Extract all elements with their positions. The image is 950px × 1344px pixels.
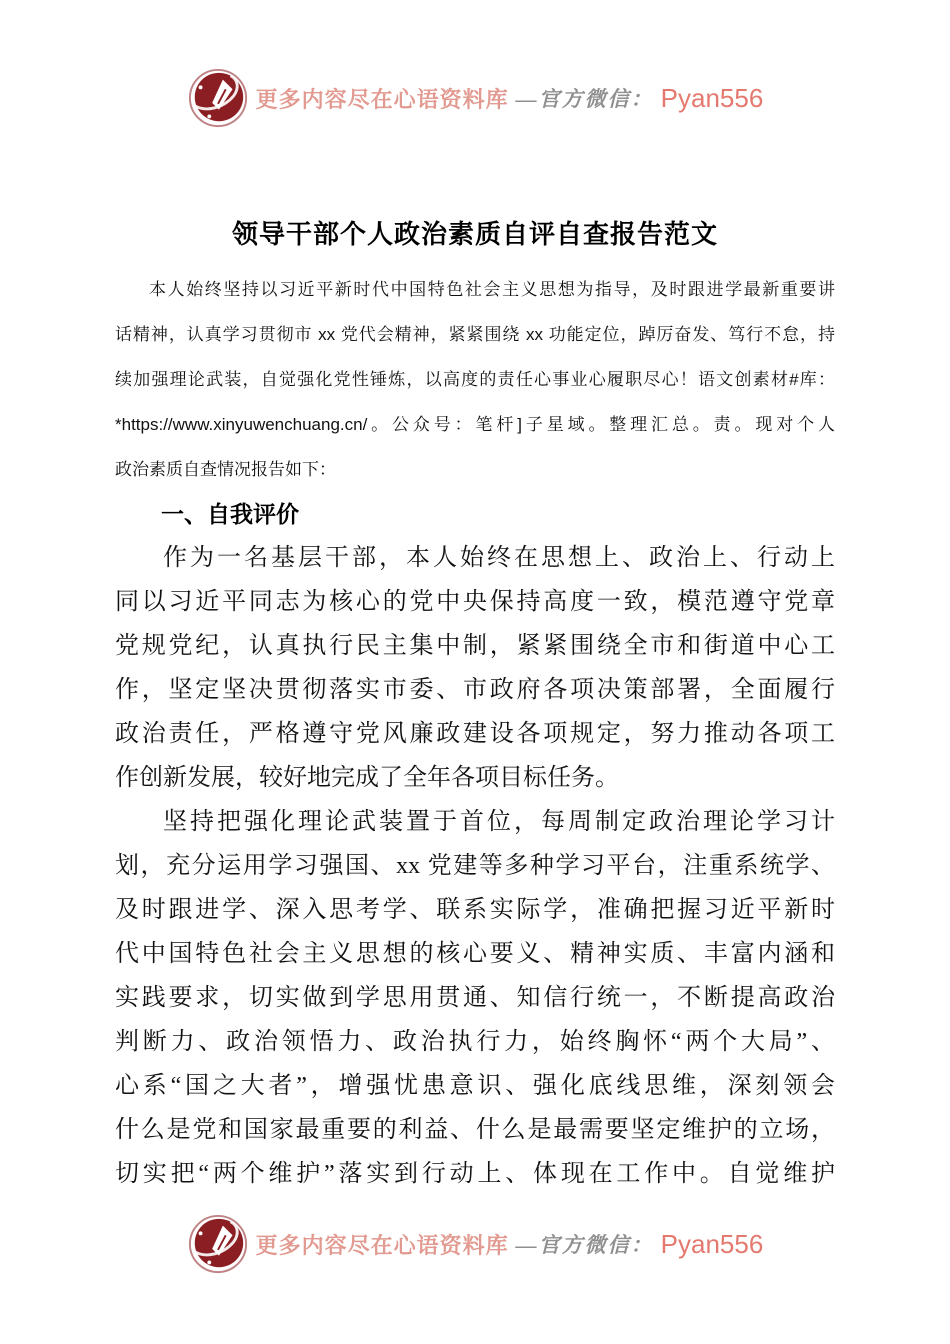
text-line: 坚持把强化理论武装置于首位，每周制定政治理论学习计 — [163, 809, 835, 835]
text-line: 实践要求，切实做到学思用贯通、知信行统一，不断提高政治 — [115, 985, 835, 1011]
text-line: 切实把“两个维护”落实到行动上、体现在工作中。自觉维护 — [115, 1161, 835, 1187]
watermark-text: 更多内容尽在心语资料库 — [255, 86, 509, 112]
text-line: 同以习近平同志为核心的党中央保持高度一致，模范遵守党章 — [115, 589, 835, 615]
text-line: 作创新发展，较好地完成了全年各项目标任务。 — [115, 765, 619, 791]
text-line: 心系“国之大者”，增强忧患意识、强化底线思维，深刻领会 — [115, 1073, 835, 1099]
section-heading: 一、自我评价 — [161, 501, 299, 527]
text-line: 什么是党和国家最重要的利益、什么是最需要坚定维护的立场， — [115, 1117, 835, 1143]
pen-nib-circle-icon — [187, 67, 249, 129]
text-line: 本人始终坚持以习近平新时代中国特色社会主义思想为指导，及时跟进学最新重要讲 — [149, 280, 835, 299]
text-line: 政治素质自查情况报告如下： — [115, 460, 336, 479]
watermark-text: 更多内容尽在心语资料库 — [255, 1232, 509, 1258]
text-line: *https://www.xinyuwenchuang.cn/。公众号：笔杆]子星域。整理汇总。责。现对个人 — [115, 415, 835, 434]
intro-paragraph — [115, 267, 835, 492]
body-paragraph-2 — [115, 800, 835, 1196]
pen-nib-circle-icon — [187, 1213, 249, 1275]
text-line: 代中国特色社会主义思想的核心要义、精神实质、丰富内涵和 — [115, 941, 835, 967]
header-watermark — [0, 66, 950, 130]
text-line: 及时跟进学、深入思考学、联系实际学，准确把握习近平新时 — [115, 897, 835, 923]
watermark-label: —官方微信： — [515, 87, 654, 111]
text-line: 话精神，认真学习贯彻市 xx 党代会精神，紧紧围绕 xx 功能定位，踔厉奋发、笃行不怠，持 — [115, 325, 835, 344]
text-line: 划，充分运用学习强国、xx 党建等多种学习平台，注重系统学、 — [115, 853, 835, 879]
document-title: 领导干部个人政治素质自评自查报告范文 — [231, 220, 718, 249]
body-paragraph-1 — [115, 536, 835, 800]
text-line: 判断力、政治领悟力、政治执行力，始终胸怀“两个大局”、 — [115, 1029, 835, 1055]
text-line: 作，坚定坚决贯彻落实市委、市政府各项决策部署，全面履行 — [115, 677, 835, 703]
text-line: 政治责任，严格遵守党风廉政建设各项规定，努力推动各项工 — [115, 721, 835, 747]
watermark-label: —官方微信： — [515, 1233, 654, 1257]
text-line: 党规党纪，认真执行民主集中制，紧紧围绕全市和街道中心工 — [115, 633, 835, 659]
footer-watermark — [0, 1212, 950, 1276]
watermark-wechat-id: Pyan556 — [660, 1228, 764, 1259]
text-line: 续加强理论武装，自觉强化党性锤炼，以高度的责任心事业心履职尽心！语文创素材#库： — [115, 370, 835, 389]
text-line: 作为一名基层干部，本人始终在思想上、政治上、行动上 — [163, 545, 835, 571]
watermark-wechat-id: Pyan556 — [660, 82, 764, 113]
